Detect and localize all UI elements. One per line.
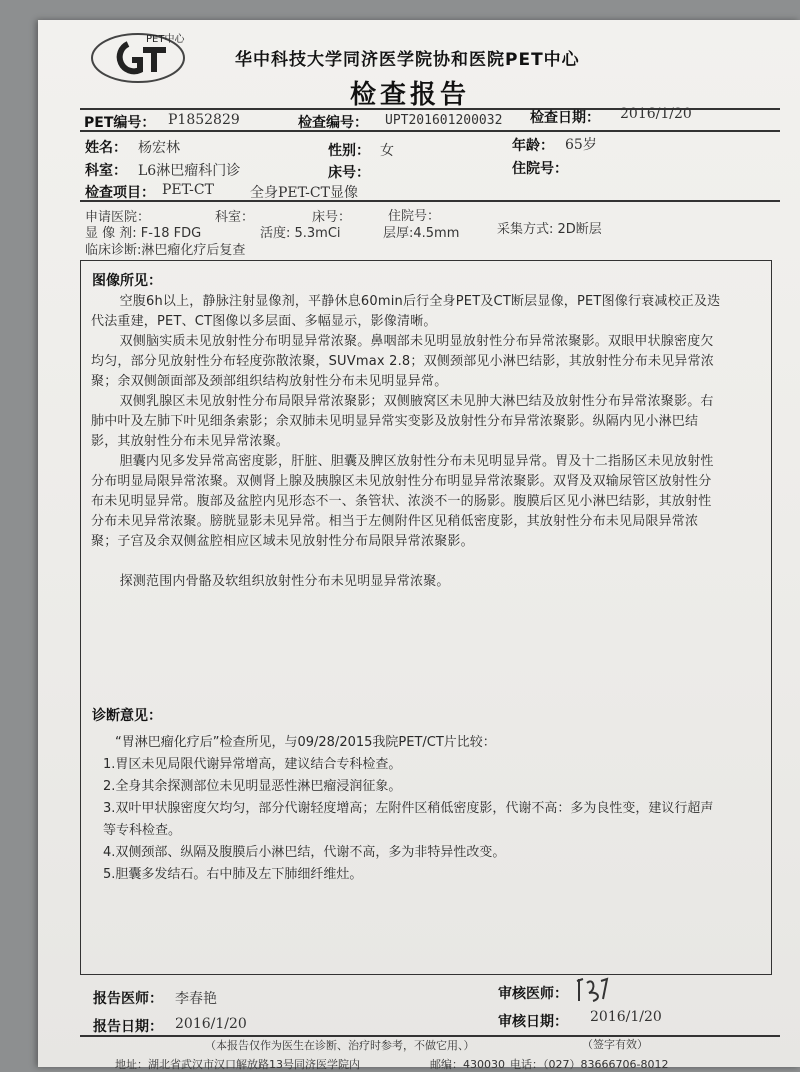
request-dept-label: 科室： — [215, 210, 255, 225]
review-date-label: 审核日期： — [498, 1014, 568, 1030]
pet-number-value: P1852829 — [168, 112, 240, 128]
exam-item-value-2: 全身PET-CT显像 — [250, 185, 358, 201]
diagnosis-list — [103, 732, 723, 886]
report-date-value: 2016/1/20 — [175, 1016, 247, 1032]
sex-label: 性别： — [328, 143, 370, 159]
request-hospital-label: 申请医院： — [85, 210, 151, 225]
request-bed-label: 床号： — [312, 210, 352, 225]
exam-date-value: 2016/1/20 — [620, 106, 692, 122]
report-title: 检查报告 — [350, 80, 471, 110]
name-label: 姓名： — [85, 140, 127, 156]
bed-label: 床号： — [328, 165, 370, 181]
diagnosis-title: 诊断意见： — [92, 708, 162, 724]
tracer-activity: 活度: 5.3mCi — [260, 226, 341, 241]
exam-number-value: UPT201601200032 — [385, 113, 503, 128]
reviewer-signature — [573, 975, 613, 1005]
findings-paragraph: 探测范围内骨骼及软组织放射性分布未见明显异常浓聚。 — [119, 574, 450, 589]
footer-phone: 电话：（027）83666706-8012 — [510, 1058, 669, 1071]
age-value: 65岁 — [565, 137, 597, 153]
footer-address: 地址：湖北省武汉市汉口解放路13号同济医学院内 — [115, 1058, 360, 1071]
diagnosis-item: 3.双叶甲状腺密度欠均匀，部分代谢轻度增高；左附件区稍低密度影，代谢不高：多为良性变，建议行超声等专科检查。 — [103, 801, 714, 838]
findings-paragraph: 双侧脑实质未见放射性分布明显异常浓聚。鼻咽部未见明显放射性分布异常浓聚影。双眼甲状腺密度欠均匀，部分见放射性分布轻度弥散浓聚，SUVmax 2.8；双侧颈部见小淋巴结影，其放射性分布未见异常浓聚；余双侧颌面部及颈部组织结构放射性分布未见明显异常。 — [91, 334, 714, 389]
name-value: 杨宏林 — [138, 140, 180, 156]
diagnosis-item: 4.双侧颈部、纵隔及腹膜后小淋巴结，代谢不高，多为非特异性改变。 — [103, 845, 506, 860]
diagnosis-item: 5.胆囊多发结石。右中肺及左下肺细纤维灶。 — [103, 867, 363, 882]
pet-number-label: PET编号： — [84, 115, 156, 131]
age-label: 年龄： — [512, 138, 554, 154]
sex-value: 女 — [380, 143, 394, 159]
logo-text: PET中心 — [146, 34, 185, 45]
tracer-agent: 显 像 剂: F-18 FDG — [85, 226, 202, 241]
diagnosis-intro: “胃淋巴瘤化疗后”检查所见，与09/28/2015我院PET/CT片比较： — [115, 735, 496, 750]
findings-paragraph: 空腹6h以上，静脉注射显像剂，平静休息60min后行全身PET及CT断层显像，PET图像行衰减校正及迭代法重建，PET、CT图像以多层面、多幅显示，影像清晰。 — [91, 294, 721, 329]
acquisition-mode: 采集方式: 2D断层 — [497, 222, 602, 237]
clinical-diagnosis: 临床诊断:淋巴瘤化疗后复查 — [85, 243, 246, 258]
inpatient-label: 住院号： — [512, 161, 568, 177]
dept-value: L6淋巴瘤科门诊 — [138, 163, 241, 179]
reviewer-label: 审核医师： — [498, 986, 568, 1002]
dept-label: 科室： — [85, 163, 127, 179]
exam-item-value-1: PET-CT — [162, 182, 214, 198]
findings-paragraph: 双侧乳腺区未见放射性分布局限异常浓聚影；双侧腋窝区未见肿大淋巴结及放射性分布异常浓聚影。右肺中叶及左肺下叶见细条索影；余双肺未见明显异常实变影及放射性分布异常浓聚影。纵隔内见小淋巴结影，其放射性分布未见异常浓聚。 — [91, 394, 714, 449]
report-doctor-label: 报告医师： — [93, 991, 163, 1007]
request-inpatient-label: 住院号： — [388, 209, 441, 224]
hospital-name: 华中科技大学同济医学院协和医院PET中心 — [235, 50, 580, 70]
findings-paragraph: 胆囊内见多发异常高密度影，肝脏、胆囊及脾区放射性分布未见明显异常。胃及十二指肠区未见放射性分布明显局限异常浓聚。双侧肾上腺及胰腺区未见放射性分布明显异常浓聚影。双肾及双输尿管区放射性分布未见明显异常。腹部及盆腔内见形态不一、条管状、浓淡不一的肠影。腹膜后区见小淋巴结影，其放射性分布未见异常浓聚。膀胱显影未见异常。相当于左侧附件区见稍低密度影，其放射性分布未见局限异常浓聚；子宫及余双侧盆腔相应区域未见放射性分布局限异常浓聚影。 — [91, 454, 714, 549]
divider-patient — [80, 200, 780, 202]
diagnosis-item: 2.全身其余探测部位未见明显恶性淋巴瘤浸润征象。 — [103, 779, 402, 794]
review-date-value: 2016/1/20 — [590, 1009, 662, 1025]
exam-date-label: 检查日期： — [530, 110, 600, 126]
report-date-label: 报告日期： — [93, 1019, 163, 1035]
exam-item-label: 检查项目： — [85, 185, 155, 201]
exam-number-label: 检查编号： — [298, 115, 368, 131]
report-doctor-value: 李春艳 — [175, 991, 217, 1007]
pet-center-logo — [88, 28, 188, 86]
disclaimer: （本报告仅作为医生在诊断、治疗时参考，不做它用、） — [205, 1039, 475, 1052]
divider-ids — [80, 130, 780, 132]
findings-title: 图像所见： — [92, 273, 162, 289]
diagnosis-item: 1.胃区未见局限代谢异常增高，建议结合专科检查。 — [103, 757, 402, 772]
footer-postcode: 邮编：430030 — [430, 1058, 505, 1071]
slice-thickness: 层厚:4.5mm — [383, 226, 460, 241]
signature-valid-note: （签字有效） — [582, 1038, 648, 1051]
